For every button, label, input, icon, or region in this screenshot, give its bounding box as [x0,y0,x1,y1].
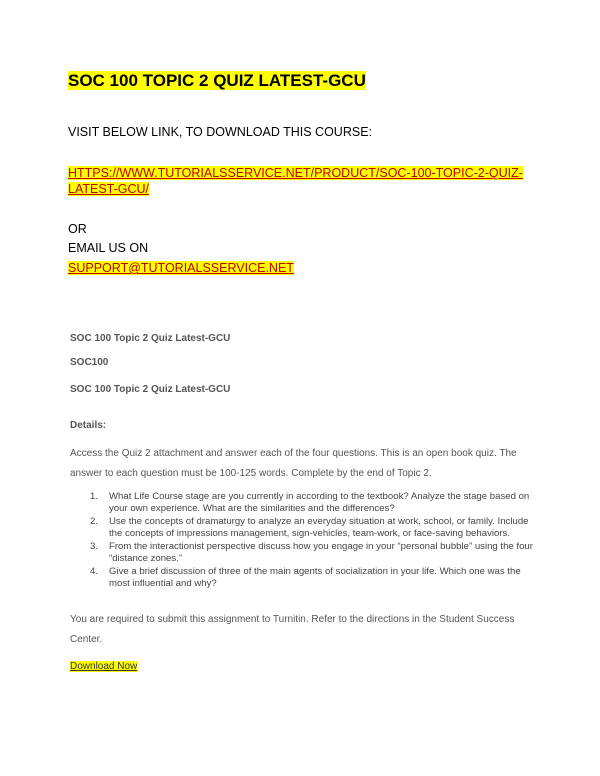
question-text: Use the concepts of dramaturgy to analyze an everyday situation at work, school, or family. Include the concepts of impressions management, sign-vehicles, team-work, or face-saving behaviors. [109,516,529,539]
email-link[interactable]: SUPPORT@TUTORIALSSERVICE.NET [68,261,294,275]
or-text: OR [68,222,87,236]
question-number: 2. [90,516,99,527]
question-item [70,566,540,589]
product-link-part-1[interactable]: HTTPS://WWW.TUTORIALSSERVICE.NET/PRODUCT/SOC-100-TOPIC-2-QUIZ- [68,166,523,180]
product-link-part-2[interactable]: LATEST-GCU/ [68,182,150,196]
question-number: 4. [90,566,99,577]
question-text: From the interactionist perspective discuss how you engage in your “personal bubble” using the four “distance zones.” [109,541,533,564]
product-link-block [68,165,538,197]
title-highlight: SOC 100 TOPIC 2 QUIZ LATEST-GCU [68,71,366,90]
question-list [70,491,540,591]
question-item [70,541,540,564]
download-now-link[interactable]: Download Now [70,661,138,672]
course-heading-2: SOC 100 Topic 2 Quiz Latest-GCU [70,384,231,395]
intro-paragraph: Access the Quiz 2 attachment and answer each of the four questions. This is an open book quiz. The answer to each question must be 100-125 words. Complete by the end of Topic 2. [70,448,517,479]
question-number: 1. [90,491,99,502]
question-text: What Life Course stage are you currently in according to the textbook? Analyze the stage based on your own experience. What are the similarities and the differences? [109,491,530,514]
visit-instruction: VISIT BELOW LINK, TO DOWNLOAD THIS COURSE: [68,125,372,139]
course-heading-1: SOC 100 Topic 2 Quiz Latest-GCU [70,333,231,344]
question-item [70,491,540,514]
question-item [70,516,540,539]
email-label: EMAIL US ON [68,241,149,255]
question-number: 3. [90,541,99,552]
course-code: SOC100 [70,357,109,368]
page-title [68,70,366,92]
submit-paragraph: You are required to submit this assignment to Turnitin. Refer to the directions in the Student Success Center. [70,614,515,645]
question-text: Give a brief discussion of three of the main agents of socialization in your life. Which one was the most influential and why? [109,566,521,589]
details-label: Details: [70,420,107,431]
